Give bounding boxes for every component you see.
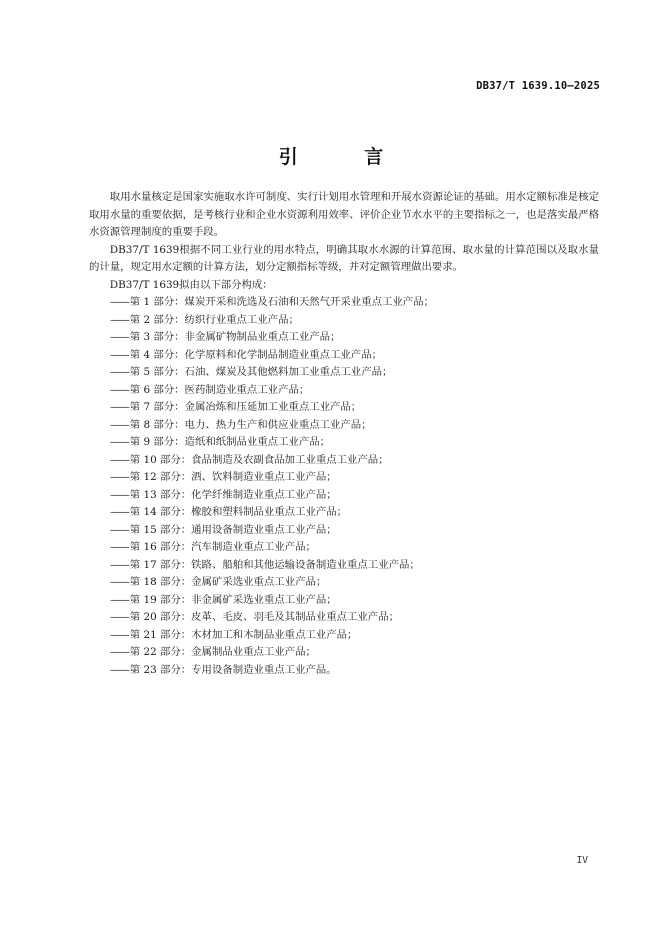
page-title: 引 言 [278,146,414,168]
list-dash: —— [110,506,129,518]
list-item [89,382,599,400]
list-item [89,399,599,417]
list-dash: —— [110,523,129,536]
list-dash: —— [110,628,129,641]
list-dash: —— [110,453,129,466]
list-dash: —— [110,296,129,308]
list-item-text: 第 18 部分：金属矿采选业重点工业产品； [129,576,327,588]
list-item [89,574,599,592]
list-item [89,592,599,610]
list-dash: —— [110,383,129,396]
list-dash: —— [110,401,129,413]
list-item-text: 第 14 部分：橡胶和塑料制品业重点工业产品； [129,506,348,518]
list-dash: —— [110,418,129,431]
parts-list [89,294,599,679]
list-dash: —— [110,611,129,623]
paragraph: 取用水量核定是国家实施取水许可制度、实行计划用水管理和开展水资源论证的基础。用水定额标准是核定取用水量的重要依据，是考核行业和企业水资源利用效率、评价企业节水水平的主要指标之一，也是落实最严格水资源管理制度的重要手段。 [89,191,599,238]
page-number: IV [576,855,588,866]
list-item [89,294,599,312]
list-item [89,417,599,435]
list-item-text: 第 3 部分：非金属矿物制品业重点工业产品； [129,331,341,343]
list-item-text: 第 10 部分：食品制造及农副食品加工业重点工业产品； [129,453,389,466]
paragraph: DB37/T 1639根据不同工业行业的用水特点，明确其取水水源的计算范围、取水量的计算范围以及取水量的计量，规定用水定额的计算方法，划分定额指标等级，并对定额管理做出要求。 [89,243,599,273]
list-dash: —— [110,541,129,553]
list-item [89,329,599,347]
list-item [89,644,599,662]
list-item-text: 第 20 部分：皮革、毛皮、羽毛及其制品业重点工业产品； [129,611,399,623]
list-item-text: 第 6 部分：医药制造业重点工业产品； [129,383,310,396]
list-item [89,557,599,575]
list-item [89,434,599,452]
list-dash: —— [110,663,129,676]
list-dash: —— [110,331,129,343]
list-item-text: 第 5 部分：石油、煤炭及其他燃料加工业重点工业产品； [129,366,393,378]
list-item [89,487,599,505]
list-item [89,539,599,557]
list-item-text: 第 9 部分：造纸和纸制品业重点工业产品； [129,436,331,448]
list-item-text: 第 12 部分：酒、饮料制造业重点工业产品； [129,471,337,483]
list-item-text: 第 7 部分：金属冶炼和压延加工业重点工业产品； [129,401,362,413]
list-dash: —— [110,436,129,448]
list-item-text: 第 1 部分：煤炭开采和洗选及石油和天然气开采业重点工业产品； [129,296,434,308]
paragraph: DB37/T 1639拟由以下部分构成： [109,278,273,291]
list-dash: —— [110,593,129,606]
list-item-text: 第 19 部分：非金属矿采选业重点工业产品； [129,593,337,606]
document-code: DB37/T 1639.10—2025 [476,80,600,92]
list-item [89,347,599,365]
list-dash: —— [110,348,129,361]
list-item-text: 第 17 部分：铁路、船舶和其他运输设备制造业重点工业产品； [129,558,420,571]
list-item-text: 第 21 部分：木材加工和木制品业重点工业产品； [129,628,358,641]
list-dash: —— [110,558,129,571]
document-body [89,189,599,679]
list-item [89,627,599,645]
list-item-text: 第 4 部分：化学原料和化学制品制造业重点工业产品； [129,348,382,361]
list-dash: —— [110,471,129,483]
list-item [89,364,599,382]
list-item-text: 第 2 部分：纺织行业重点工业产品； [129,313,299,326]
list-item [89,312,599,330]
list-item-text: 第 15 部分：通用设备制造业重点工业产品； [129,523,337,536]
list-dash: —— [110,576,129,588]
list-item-text: 第 8 部分：电力、热力生产和供应业重点工业产品； [129,418,372,431]
list-item-text: 第 22 部分：金属制品业重点工业产品； [129,646,316,658]
list-item [89,609,599,627]
list-item [89,504,599,522]
list-dash: —— [110,366,129,378]
list-dash: —— [110,488,129,501]
list-item-text: 第 23 部分：专用设备制造业重点工业产品。 [129,663,337,676]
list-dash: —— [110,313,129,326]
list-item [89,452,599,470]
list-item-text: 第 16 部分：汽车制造业重点工业产品； [129,541,316,553]
list-dash: —— [110,646,129,658]
list-item [89,469,599,487]
list-item [89,522,599,540]
list-item-text: 第 13 部分：化学纤维制造业重点工业产品； [129,488,337,501]
list-item [89,662,599,680]
